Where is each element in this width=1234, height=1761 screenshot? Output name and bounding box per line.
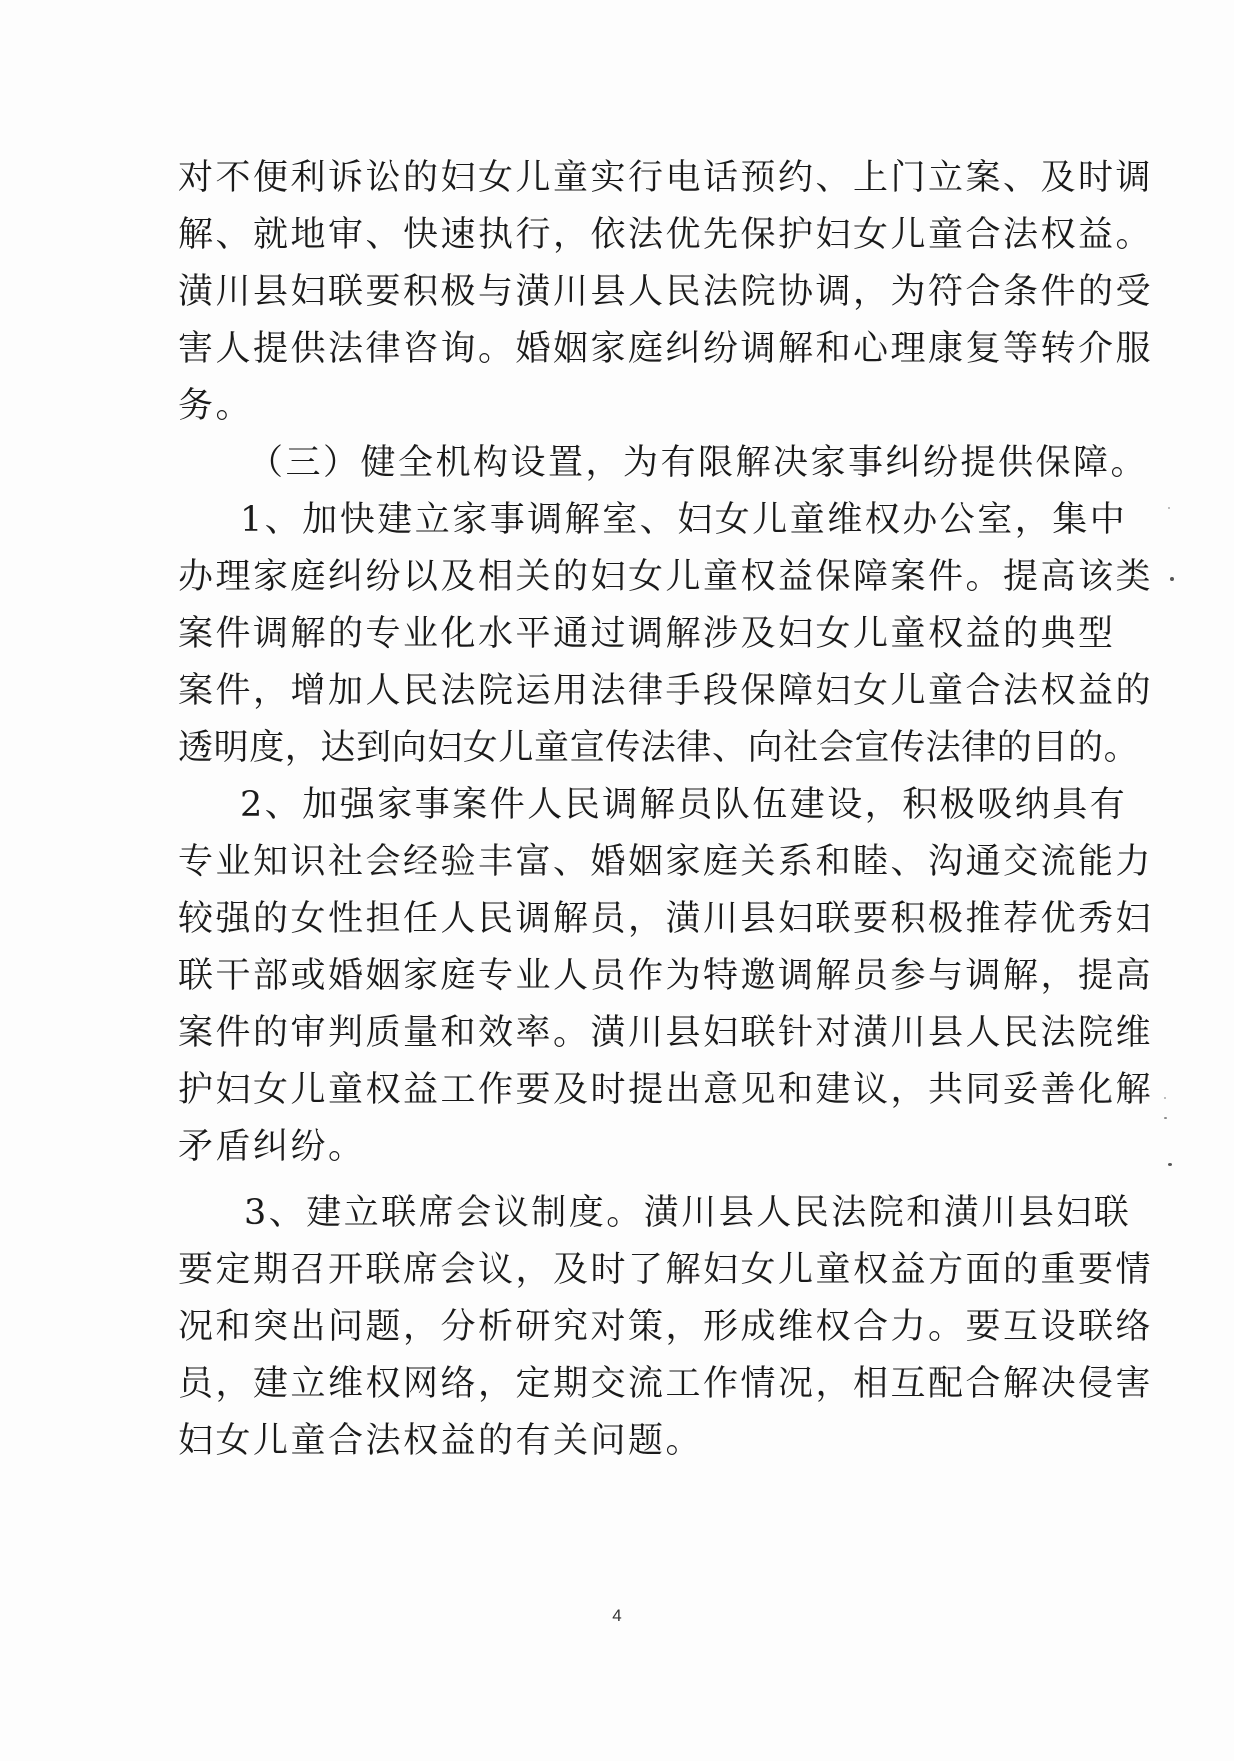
text-line: 办理家庭纠纷以及相关的妇女儿童权益保障案件。提高该类 [178, 557, 1154, 597]
text-line: 员，建立维权网络，定期交流工作情况，相互配合解决侵害 [178, 1364, 1154, 1404]
text-line: 妇女儿童合法权益的有关问题。 [178, 1421, 704, 1461]
text-line: 务。 [178, 386, 254, 426]
text-line: 案件的审判质量和效率。潢川县妇联针对潢川县人民法院维 [178, 1013, 1154, 1053]
text-line: 透明度，达到向妇女儿童宣传法律、向社会宣传法律的目的。 [178, 728, 1140, 768]
page-number: 4 [612, 1606, 622, 1625]
text-line: 2、加强家事案件人民调解员队伍建设，积极吸纳具有 [240, 785, 1128, 825]
text-line: 案件调解的专业化水平通过调解涉及妇女儿童权益的典型 [178, 614, 1116, 654]
text-line: 3、建立联席会议制度。潢川县人民法院和潢川县妇联 [244, 1193, 1132, 1233]
text-line: 较强的女性担任人民调解员，潢川县妇联要积极推荐优秀妇 [178, 899, 1154, 939]
text-line: 潢川县妇联要积极与潢川县人民法院协调，为符合条件的受 [178, 272, 1154, 312]
text-line: 要定期召开联席会议，及时了解妇女儿童权益方面的重要情 [178, 1250, 1154, 1290]
scan-speck [1168, 507, 1170, 509]
text-line: 解、就地审、快速执行，依法优先保护妇女儿童合法权益。 [178, 215, 1154, 255]
text-line: 害人提供法律咨询。婚姻家庭纠纷调解和心理康复等转介服 [178, 329, 1154, 369]
text-line: 案件，增加人民法院运用法律手段保障妇女儿童合法权益的 [178, 671, 1154, 711]
section-heading: （三）健全机构设置，为有限解决家事纠纷提供保障。 [248, 443, 1149, 483]
scan-speck [1170, 577, 1174, 581]
scan-speck [1164, 1117, 1167, 1119]
text-line: 专业知识社会经验丰富、婚姻家庭关系和睦、沟通交流能力 [178, 842, 1154, 882]
text-line: 1、加快建立家事调解室、妇女儿童维权办公室，集中 [240, 500, 1128, 540]
body-text [178, 150, 1154, 1470]
scan-speck [1164, 1097, 1166, 1099]
text-line: 矛盾纠纷。 [178, 1127, 366, 1167]
text-line: 护妇女儿童权益工作要及时提出意见和建议，共同妥善化解 [178, 1070, 1154, 1110]
scan-speck [1168, 1163, 1172, 1166]
text-line: 况和突出问题，分析研究对策，形成维权合力。要互设联络 [178, 1307, 1154, 1347]
text-line: 联干部或婚姻家庭专业人员作为特邀调解员参与调解，提高 [178, 956, 1154, 996]
text-line: 对不便利诉讼的妇女儿童实行电话预约、上门立案、及时调 [178, 158, 1154, 198]
